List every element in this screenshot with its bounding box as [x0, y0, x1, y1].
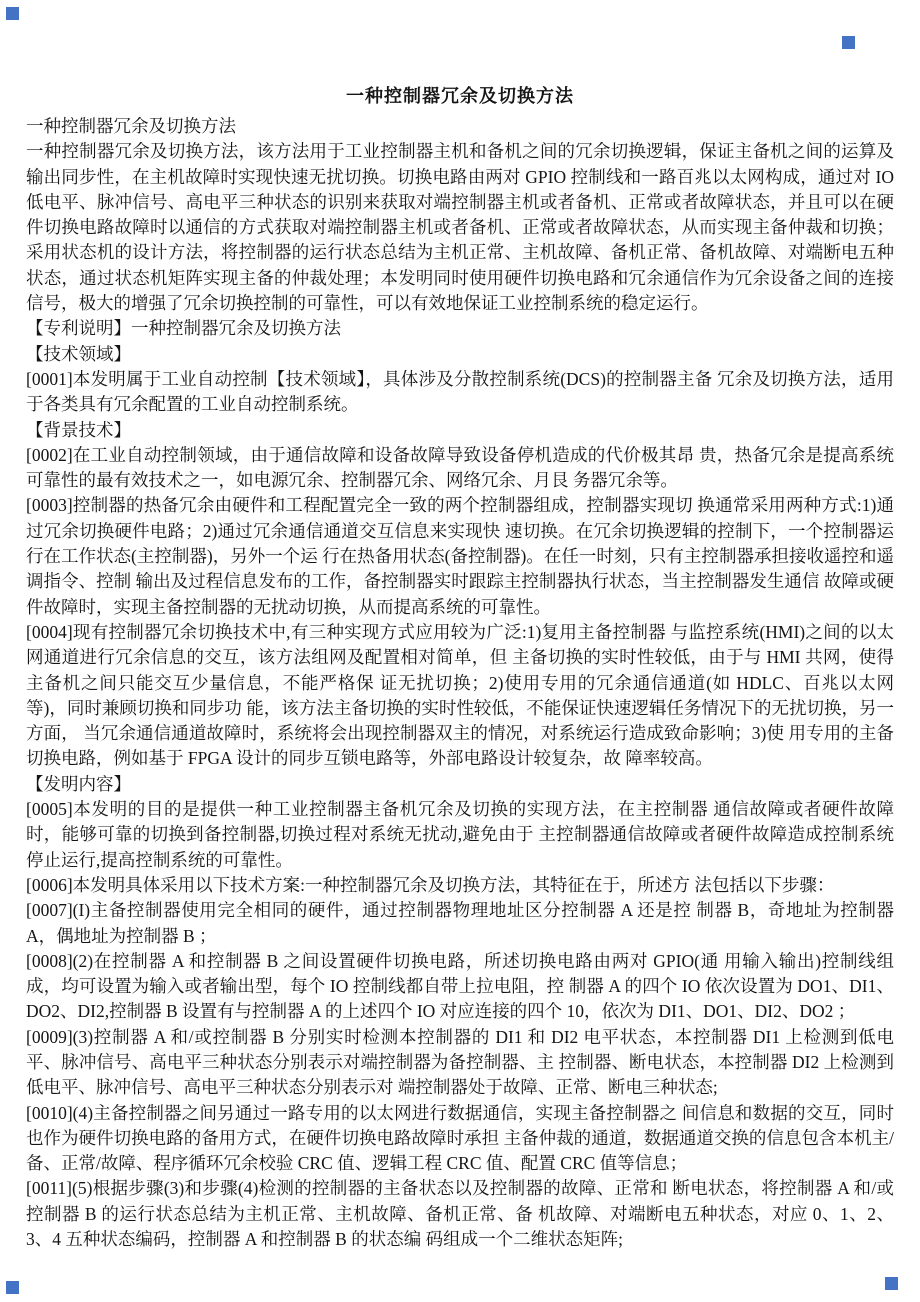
- selection-handle-bottom-right[interactable]: [885, 1277, 898, 1290]
- page-title: 一种控制器冗余及切换方法: [346, 86, 574, 106]
- para-0007: [0007](I)主备控制器使用完全相同的硬件，通过控制器物理地址区分控制器 A 还是控 制器 B，奇地址为控制器 A，偶地址为控制器 B ；: [26, 900, 894, 946]
- selection-handle-bottom-left[interactable]: [6, 1281, 19, 1294]
- invention-content-heading: 【发明内容】: [26, 773, 131, 794]
- para-0008: [0008](2)在控制器 A 和控制器 B 之间设置硬件切换电路，所述切换电路由两对 GPIO(通 用输入输出)控制线组成，均可设置为输入或者输出型，每个 IO 控制线都自带上拉电阻，控 制器 A 的四个 IO 依次设置为 DO1、DI1、DO2、DI2,控制器 B 设置有与控制器 A 的上述四个 IO 对应连接的四个 10，依次为 DI1、DO1、DI2、DO2 ；: [26, 950, 894, 1022]
- selection-handle-top-left[interactable]: [6, 7, 19, 20]
- selection-handle-top-right[interactable]: [842, 36, 855, 49]
- background-art-heading: 【背景技术】: [26, 419, 131, 440]
- document-body: [26, 114, 894, 1252]
- para-0002: [0002]在工业自动控制领域，由于通信故障和设备故障导致设备停机造成的代价极其昂 贵，热备冗余是提高系统可靠性的最有效技术之一，如电源冗余、控制器冗余、网络冗余、月艮 务器冗余等。: [26, 444, 894, 491]
- para-0001: [0001]本发明属于工业自动控制【技术领域】，具体涉及分散控制系统(DCS)的控制器主备 冗余及切换方法，适用于各类具有冗余配置的工业自动控制系统。: [26, 368, 894, 415]
- patent-description-heading: 【专利说明】一种控制器冗余及切换方法: [26, 318, 341, 339]
- subtitle-line: 一种控制器冗余及切换方法: [26, 116, 236, 136]
- para-0011: [0011](5)根据步骤(3)和步骤(4)检测的控制器的主备状态以及控制器的故障、正常和 断电状态，将控制器 A 和/或控制器 B 的运行状态总结为主机正常、主机故障、备机正常、备 机故障、对端断电五种状态，对应 0、1、2、3、4 五种状态编码，控制器 A 和控制器 B 的状态编 码组成一个二维状态矩阵;: [26, 1178, 894, 1250]
- para-0010: [0010](4)主备控制器之间另通过一路专用的以太网进行数据通信，实现主备控制器之 间信息和数据的交互，同时也作为硬件切换电路的备用方式，在硬件切换电路故障时承担 主备仲裁的通道，数据通道交换的信息包含本机主/备、正常/故障、程序循环冗余校验 CRC 值、逻辑工程 CRC 值、配置 CRC 值等信息；: [26, 1102, 894, 1174]
- technical-field-heading: 【技术领域】: [26, 343, 131, 364]
- para-0003: [0003]控制器的热备冗余由硬件和工程配置完全一致的两个控制器组成，控制器实现切 换通常采用两种方式:1)通过冗余切换硬件电路；2)通过冗余通信通道交互信息来实现快 速切换。在冗余切换逻辑的控制下，一个控制器运行在工作状态(主控制器)，另外一个运 行在热备用状态(备控制器)。在任一时刻，只有主控制器承担接收遥控和遥调指令、控制 输出及过程信息发布的工作，备控制器实时跟踪主控制器执行状态，当主控制器发生通信 故障或硬件故障时，实现主备控制器的无扰动切换，从而提高系统的可靠性。: [26, 495, 894, 617]
- para-0005: [0005]本发明的目的是提供一种工业控制器主备机冗余及切换的实现方法，在主控制器 通信故障或者硬件故障时，能够可靠的切换到备控制器,切换过程对系统无扰动,避免由于 主控制器通信故障或者硬件故障造成控制系统停止运行,提高控制系统的可靠性。: [26, 799, 894, 870]
- abstract-paragraph: 一种控制器冗余及切换方法，该方法用于工业控制器主机和备机之间的冗余切换逻辑，保证主备机之间的运算及输出同步性，在主机故障时实现快速无扰切换。切换电路由两对 GPIO 控制线和一路百兆以太网构成，通过对 IO 低电平、脉冲信号、高电平三种状态的识别来获取对端控制器主机或者备机、正常或者故障状态，并且可以在硬件切换电路故障时以通信的方式获取对端控制器主机或者备机、正常或者故障状态，从而实现主备仲裁和切换；采用状态机的设计方法，将控制器的运行状态总结为主机正常、主机故障、备机正常、备机故障、对端断电五种状态，通过状态机矩阵实现主备的仲裁处理；本发明同时使用硬件切换电路和冗余通信作为冗余设备之间的连接信号，极大的增强了冗余切换控制的可靠性，可以有效地保证工业控制系统的稳定运行。: [26, 141, 894, 314]
- para-0006: [0006]本发明具体采用以下技术方案:一种控制器冗余及切换方法，其特征在于，所述方 法包括以下步骤：: [26, 874, 835, 895]
- para-0004: [0004]现有控制器冗余切换技术中,有三种实现方式应用较为广泛:1)复用主备控制器 与监控系统(HMI)之间的以太网通道进行冗余信息的交互，该方法组网及配置相对简单，但 主备切换的实时性较低，由于与 HMI 共网，使得主备机之间只能交互少量信息，不能严格保 证无扰切换；2)使用专用的冗余通信通道(如 HDLC、百兆以太网等)，同时兼顾切换和同步功 能，该方法主备切换的实时性较低，不能保证快速逻辑任务情况下的无扰切换，另一方面， 当冗余通信通道故障时，系统将会出现控制器双主的情况，对系统运行造成致命影响；3)使 用专用的主备切换电路，例如基于 FPGA 设计的同步互锁电路等，外部电路设计较复杂，故 障率较高。: [26, 621, 894, 769]
- para-0009: [0009](3)控制器 A 和/或控制器 B 分别实时检测本控制器的 DI1 和 DI2 电平状态，本控制器 DI1 上检测到低电平、脉冲信号、高电平三种状态分别表示对端控制器为备控制器、主 控制器、断电状态，本控制器 DI2 上检测到低电平、脉冲信号、高电平三种状态分别表示对 端控制器处于故障、正常、断电三种状态;: [26, 1026, 894, 1098]
